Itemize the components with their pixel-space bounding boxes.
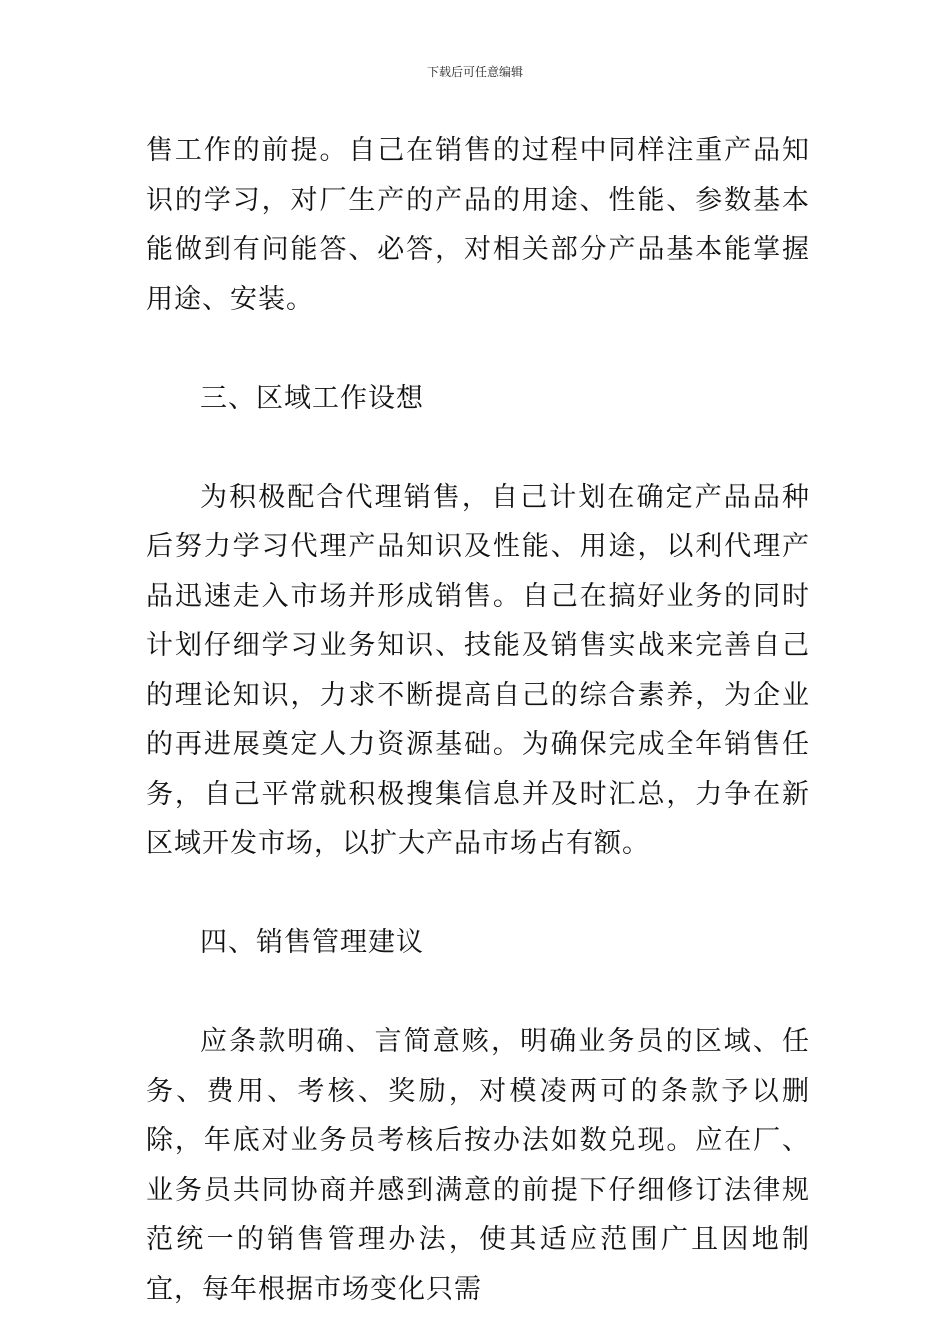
section-heading-3: 三、区域工作设想 <box>200 382 424 414</box>
page-header: 下载后可任意编辑 <box>426 65 523 79</box>
section-4-paragraph: 应条款明确、言简意赅，明确业务员的区域、任务、费用、考核、奖励，对模凌两可的条款予以删除，年底对业务员考核后按办法如数兑现。应在厂、业务员共同协商并感到满意的前提下仔细修订法律规范统一的销售管理办法，使其适应范围广且因地制宜，每年根据市场变化只需 <box>146 1026 810 1305</box>
document-body <box>146 126 810 1314</box>
spacer <box>146 968 810 1018</box>
section-3-paragraph: 为积极配合代理销售，自己计划在确定产品品种后努力学习代理产品知识及性能、用途，以利代理产品迅速走入市场并形成销售。自己在搞好业务的同时计划仔细学习业务知识、技能及销售实战来完善自己的理论知识，力求不断提高自己的综合素养，为企业的再进展奠定人力资源基础。为确保完成全年销售任务，自己平常就积极搜集信息并及时汇总，力争在新区域开发市场，以扩大产品市场占有额。 <box>146 481 810 859</box>
spacer <box>146 869 810 919</box>
spacer <box>146 324 810 374</box>
section-heading-4: 四、销售管理建议 <box>200 927 424 958</box>
spacer <box>146 423 810 473</box>
paragraph-continued: 售工作的前提。自己在销售的过程中同样注重产品知识的学习，对厂生产的产品的用途、性能、参数基本能做到有问能答、必答，对相关部分产品基本能掌握用途、安装。 <box>146 135 810 315</box>
